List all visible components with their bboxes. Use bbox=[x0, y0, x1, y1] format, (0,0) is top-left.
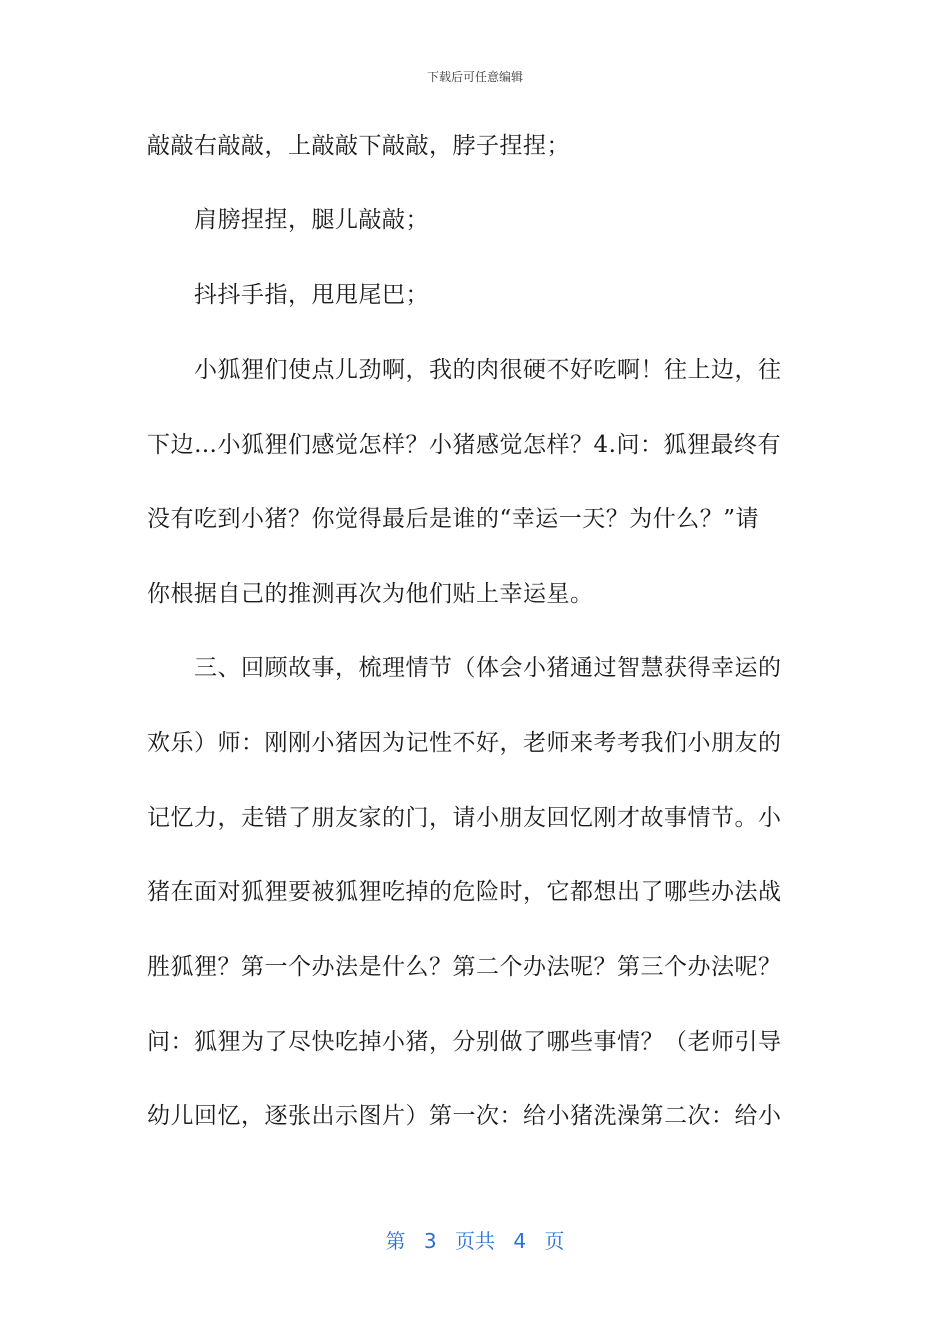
text-line: 肩膀捏捏，腿儿敲敲； bbox=[147, 207, 429, 233]
footer-label-suffix: 页 bbox=[544, 1229, 565, 1253]
text-line: 问：狐狸为了尽快吃掉小猪，分别做了哪些事情？（老师引导 bbox=[147, 1029, 782, 1055]
text-line: 三、回顾故事，梳理情节（体会小猪通过智慧获得幸运的 bbox=[147, 655, 782, 681]
text-line: 抖抖手指，甩甩尾巴； bbox=[147, 282, 429, 308]
text-line: 猪在面对狐狸要被狐狸吃掉的危险时，它都想出了哪些办法战 bbox=[147, 879, 782, 905]
text-line: 你根据自己的推测再次为他们贴上幸运星。 bbox=[147, 581, 594, 607]
text-line: 欢乐）师：刚刚小猪因为记性不好，老师来考考我们小朋友的 bbox=[147, 730, 782, 756]
total-pages-number: 4 bbox=[513, 1229, 527, 1253]
footer-label-mid: 页共 bbox=[455, 1229, 495, 1253]
footer-label-prefix: 第 bbox=[385, 1229, 406, 1253]
text-line: 没有吃到小猪？你觉得最后是谁的“幸运一天？为什么？”请 bbox=[147, 506, 760, 532]
text-line: 敲敲右敲敲，上敲敲下敲敲，脖子捏捏； bbox=[147, 133, 570, 159]
text-line: 下边…小狐狸们感觉怎样？小猪感觉怎样？4.问：狐狸最终有 bbox=[147, 432, 781, 458]
page-footer bbox=[0, 1225, 950, 1254]
text-line: 小狐狸们使点儿劲啊，我的肉很硬不好吃啊！往上边，往 bbox=[147, 357, 782, 383]
page-header: 下载后可任意编辑 bbox=[426, 70, 523, 84]
text-line: 胜狐狸？第一个办法是什么？第二个办法呢？第三个办法呢？ bbox=[147, 954, 782, 980]
current-page-number: 3 bbox=[423, 1229, 437, 1253]
text-line: 记忆力，走错了朋友家的门，请小朋友回忆刚才故事情节。小 bbox=[147, 805, 782, 831]
text-line: 幼儿回忆，逐张出示图片）第一次：给小猪洗澡第二次：给小 bbox=[147, 1103, 782, 1129]
